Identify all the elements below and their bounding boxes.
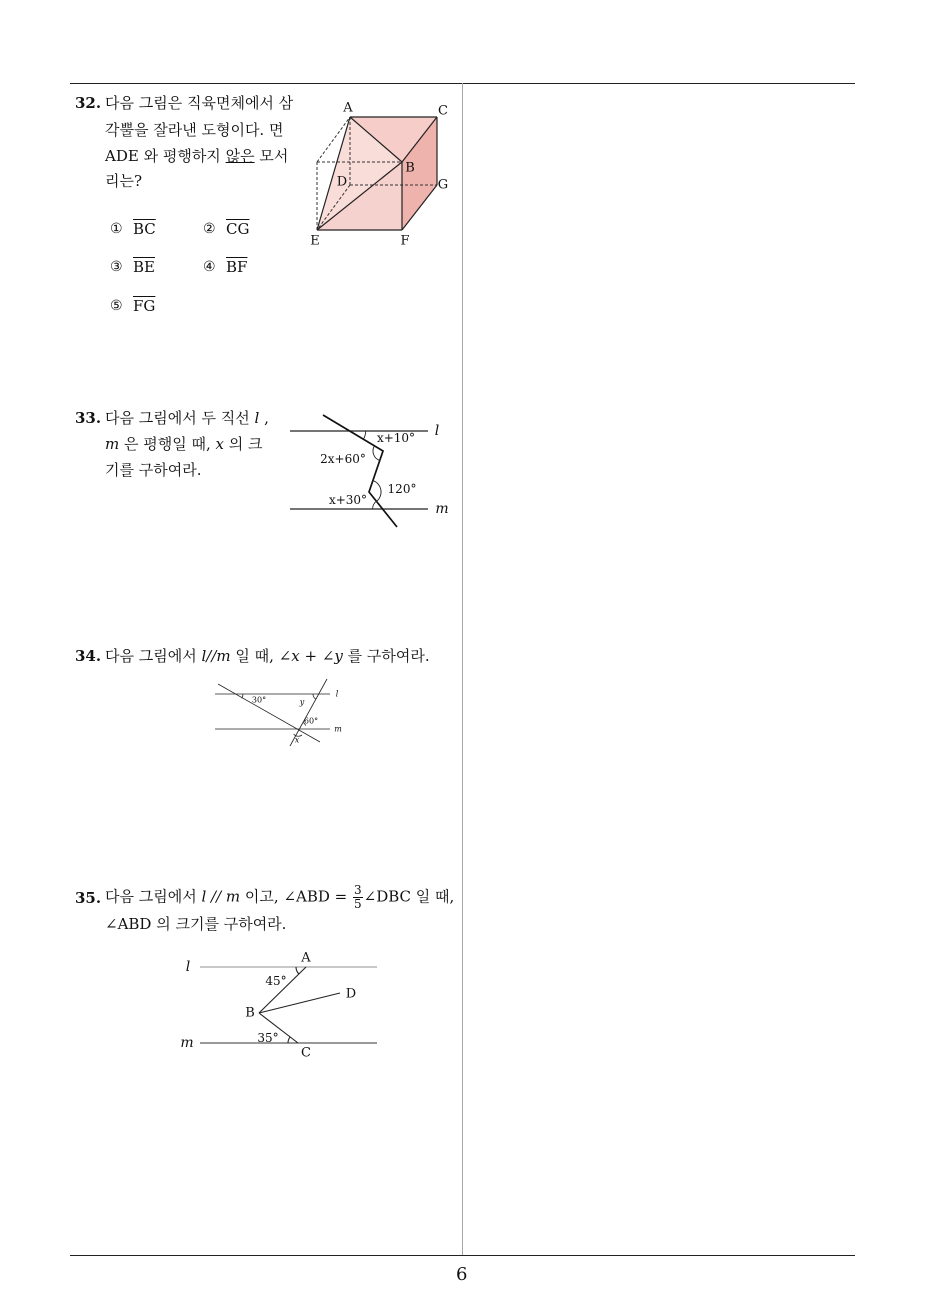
choice-number: ⑤ bbox=[110, 298, 123, 314]
question-text-line: 기를 구하여라. bbox=[105, 461, 202, 479]
small-parallel-figure bbox=[210, 675, 350, 750]
fraction-denominator: 5 bbox=[354, 897, 362, 911]
text-segment: 다음 그림에서 bbox=[105, 887, 202, 906]
math-expression: ∠x + ∠y bbox=[278, 647, 343, 665]
question-text-line bbox=[105, 434, 263, 454]
choice-number: ① bbox=[110, 221, 123, 237]
angle-label: 30° bbox=[251, 695, 267, 705]
point-label-a: A bbox=[301, 950, 311, 966]
choice-number: ② bbox=[203, 221, 216, 237]
angle-arc bbox=[313, 694, 316, 699]
angle-arc bbox=[288, 1037, 290, 1043]
angle-label: x bbox=[294, 735, 300, 745]
question-number: 35. bbox=[75, 889, 102, 907]
point-label-c: C bbox=[301, 1045, 311, 1061]
choice-segment: $\overline{BF}$ bbox=[226, 258, 248, 276]
vertex-label-a: A bbox=[343, 100, 353, 116]
line-l-label: l bbox=[335, 689, 339, 699]
cuboid-figure bbox=[300, 95, 460, 255]
line-l-label: l bbox=[185, 959, 191, 975]
parallel-lines-figure bbox=[285, 408, 455, 533]
text-segment: ADE 와 평행하지 bbox=[105, 147, 226, 165]
text-segment: 이고, ∠ABD = bbox=[240, 887, 352, 906]
question-text-line: 다음 그림은 직육면체에서 삼 bbox=[105, 94, 294, 112]
text-segment: , bbox=[259, 409, 269, 427]
text-segment: 다음 그림에서 두 직선 bbox=[105, 409, 255, 427]
transversal-line bbox=[218, 684, 320, 742]
choice-segment: $\overline{FG}$ bbox=[133, 297, 156, 315]
bottom-rule bbox=[70, 1255, 855, 1256]
choice-number: ④ bbox=[203, 259, 216, 275]
question-text-line bbox=[105, 646, 430, 666]
text-segment: ∠DBC 일 때, bbox=[363, 887, 455, 906]
question-text-line: ∠ABD 의 크기를 구하여라. bbox=[105, 915, 287, 933]
line-m-label: m bbox=[334, 724, 342, 734]
point-label-b: B bbox=[245, 1005, 255, 1021]
vertex-label-f: F bbox=[400, 233, 410, 249]
fraction-numerator: 3 bbox=[354, 883, 362, 897]
question-text-line bbox=[105, 146, 288, 166]
fraction bbox=[353, 884, 363, 911]
line-m-label: m bbox=[180, 1035, 194, 1051]
question-number: 34. bbox=[75, 647, 102, 665]
question-text-line bbox=[105, 408, 269, 428]
angle-arc bbox=[242, 694, 243, 698]
choice-segment: $\overline{BC}$ bbox=[133, 220, 156, 238]
angle-label: x+10° bbox=[376, 431, 416, 445]
segment-bd bbox=[259, 993, 340, 1013]
vertex-label-b: B bbox=[405, 160, 415, 176]
question-text-line bbox=[105, 884, 454, 911]
vertex-label-d: D bbox=[336, 174, 348, 190]
question-text-line: 리는? bbox=[105, 172, 143, 190]
question-number: 33. bbox=[75, 409, 102, 427]
angle-label: 45° bbox=[265, 974, 287, 988]
column-divider bbox=[462, 83, 463, 1256]
underlined-word: 않은 bbox=[225, 147, 255, 165]
text-segment: 다음 그림에서 bbox=[105, 647, 202, 665]
angle-label: y bbox=[299, 697, 305, 707]
line-l-label: l bbox=[434, 423, 440, 439]
angle-arc bbox=[296, 967, 299, 974]
choice-segment: $\overline{CG}$ bbox=[226, 220, 250, 238]
text-segment: 일 때, bbox=[230, 647, 279, 665]
math-variable: x bbox=[215, 435, 224, 453]
angle-label: 60° bbox=[303, 716, 319, 726]
angle-label: 35° bbox=[257, 1031, 279, 1045]
page-number: 6 bbox=[456, 1264, 468, 1285]
choice-number: ③ bbox=[110, 259, 123, 275]
angle-label: x+30° bbox=[328, 493, 368, 507]
text-segment: 를 구하여라. bbox=[342, 647, 430, 665]
text-segment: 의 크 bbox=[224, 435, 263, 453]
angle-label: 2x+60° bbox=[320, 452, 366, 466]
math-expression: l//m bbox=[201, 647, 231, 665]
text-segment: 모서 bbox=[254, 147, 289, 165]
angle-arc bbox=[373, 501, 377, 509]
choice-segment: $\overline{BE}$ bbox=[133, 258, 155, 276]
question-text-line: 각뿔을 잘라낸 도형이다. 면 bbox=[105, 121, 284, 139]
point-label-d: D bbox=[345, 986, 357, 1002]
angle-label: 120° bbox=[387, 482, 417, 496]
vertex-label-c: C bbox=[438, 103, 448, 119]
math-expression: l // m bbox=[201, 887, 241, 906]
vertex-label-g: G bbox=[437, 177, 449, 193]
text-segment: 은 평행일 때, bbox=[119, 435, 216, 453]
line-m-label: m bbox=[435, 501, 449, 517]
angle-figure bbox=[175, 948, 385, 1063]
question-number: 32. bbox=[75, 94, 102, 112]
math-variable: m bbox=[105, 435, 120, 453]
vertex-label-e: E bbox=[310, 233, 320, 249]
angle-arc bbox=[363, 431, 365, 439]
math-variable: l bbox=[254, 409, 260, 427]
